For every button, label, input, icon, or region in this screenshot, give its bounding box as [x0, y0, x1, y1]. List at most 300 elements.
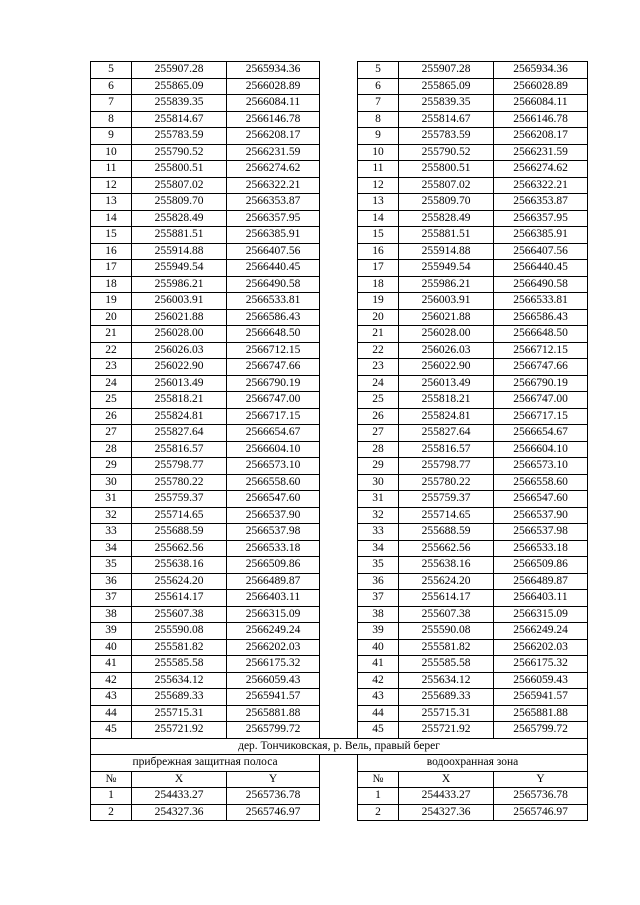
right-point-number: 42	[358, 672, 399, 689]
left-coord-x: 256003.91	[132, 293, 227, 310]
left-point-number: 38	[91, 606, 132, 623]
column-gap	[320, 771, 358, 788]
left-coord-x: 255590.08	[132, 623, 227, 640]
column-gap	[320, 755, 358, 772]
right-coord-y: 2566747.00	[494, 392, 588, 409]
right-point-number: 16	[358, 243, 399, 260]
right-coord-x: 255949.54	[399, 260, 494, 277]
right-coord-x: 255807.02	[399, 177, 494, 194]
left-coord-y: 2565881.88	[227, 705, 320, 722]
left-section-heading: прибрежная защитная полоса	[91, 755, 320, 772]
right-coord-y: 2566717.15	[494, 408, 588, 425]
table-row	[91, 722, 588, 739]
table-row	[91, 326, 588, 343]
right-coord-y: 2566385.91	[494, 227, 588, 244]
right-coord-x: 255827.64	[399, 425, 494, 442]
section-title: дер. Тончиковская, р. Вель, правый берег	[91, 738, 588, 755]
right-coord-x: 255590.08	[399, 623, 494, 640]
column-gap	[320, 194, 358, 211]
left-coord-y: 2566790.19	[227, 375, 320, 392]
left-coord-y: 2566084.11	[227, 95, 320, 112]
left-point-number: 1	[91, 788, 132, 805]
right-point-number: 8	[358, 111, 399, 128]
left-point-number: 28	[91, 441, 132, 458]
table-row	[91, 408, 588, 425]
column-gap	[320, 689, 358, 706]
right-point-number: 13	[358, 194, 399, 211]
right-point-number: 39	[358, 623, 399, 640]
left-point-number: 37	[91, 590, 132, 607]
left-coord-x: 255581.82	[132, 639, 227, 656]
left-coord-x: 256013.49	[132, 375, 227, 392]
left-point-number: 14	[91, 210, 132, 227]
right-point-number: 31	[358, 491, 399, 508]
column-gap	[320, 227, 358, 244]
left-coord-y: 2566712.15	[227, 342, 320, 359]
column-gap	[320, 111, 358, 128]
left-coord-y: 2566489.87	[227, 573, 320, 590]
left-coord-y: 2566558.60	[227, 474, 320, 491]
right-coord-y: 2566537.98	[494, 524, 588, 541]
left-point-number: 10	[91, 144, 132, 161]
left-point-number: 42	[91, 672, 132, 689]
right-coord-x: 255818.21	[399, 392, 494, 409]
left-point-number: 31	[91, 491, 132, 508]
left-point-number: 9	[91, 128, 132, 145]
right-coord-x: 255839.35	[399, 95, 494, 112]
right-coord-x: 255689.33	[399, 689, 494, 706]
right-coord-y: 2565736.78	[494, 788, 588, 805]
table-row	[91, 78, 588, 95]
right-point-number: 14	[358, 210, 399, 227]
right-coord-y: 2565746.97	[494, 804, 588, 821]
column-gap	[320, 656, 358, 673]
left-coord-y: 2566315.09	[227, 606, 320, 623]
right-coord-x: 255721.92	[399, 722, 494, 739]
right-coord-y: 2566403.11	[494, 590, 588, 607]
left-coord-y: 2566357.95	[227, 210, 320, 227]
right-point-number: 26	[358, 408, 399, 425]
left-point-number: 25	[91, 392, 132, 409]
left-point-number: 26	[91, 408, 132, 425]
table-row	[91, 540, 588, 557]
table-row	[91, 111, 588, 128]
right-coord-x: 255715.31	[399, 705, 494, 722]
left-coord-y: 2565746.97	[227, 804, 320, 821]
right-coord-x: 255585.58	[399, 656, 494, 673]
right-coord-x: 255714.65	[399, 507, 494, 524]
right-coord-x: 254327.36	[399, 804, 494, 821]
left-coord-y: 2566440.45	[227, 260, 320, 277]
right-point-number: 10	[358, 144, 399, 161]
left-coord-x: 255721.92	[132, 722, 227, 739]
left-point-number: 18	[91, 276, 132, 293]
section-heading-row	[91, 755, 588, 772]
right-coord-x: 254433.27	[399, 788, 494, 805]
right-coord-y: 2566202.03	[494, 639, 588, 656]
right-point-number: 45	[358, 722, 399, 739]
column-gap	[320, 144, 358, 161]
column-gap	[320, 309, 358, 326]
right-coord-x: 255662.56	[399, 540, 494, 557]
left-point-number: 36	[91, 573, 132, 590]
right-point-number: 9	[358, 128, 399, 145]
left-coord-x: 255881.51	[132, 227, 227, 244]
left-coord-x: 255614.17	[132, 590, 227, 607]
column-gap	[320, 458, 358, 475]
right-coord-y: 2565881.88	[494, 705, 588, 722]
right-coord-y: 2566558.60	[494, 474, 588, 491]
table-row	[91, 804, 588, 821]
table-row	[91, 177, 588, 194]
left-coord-y: 2566509.86	[227, 557, 320, 574]
right-coord-y: 2566208.17	[494, 128, 588, 145]
right-section-heading: водоохранная зона	[358, 755, 588, 772]
right-coord-x: 255809.70	[399, 194, 494, 211]
right-coord-y: 2566028.89	[494, 78, 588, 95]
right-coord-x: 255986.21	[399, 276, 494, 293]
left-point-number: 2	[91, 804, 132, 821]
table-row	[91, 557, 588, 574]
right-coord-y: 2566084.11	[494, 95, 588, 112]
column-gap	[320, 573, 358, 590]
right-coord-y: 2566274.62	[494, 161, 588, 178]
column-gap	[320, 722, 358, 739]
coordinates-table	[90, 61, 588, 821]
column-gap	[320, 474, 358, 491]
left-coord-x: 255638.16	[132, 557, 227, 574]
left-coord-x: 255715.31	[132, 705, 227, 722]
right-coord-x: 255581.82	[399, 639, 494, 656]
left-coord-x: 255662.56	[132, 540, 227, 557]
right-coord-y: 2566654.67	[494, 425, 588, 442]
left-point-number: 44	[91, 705, 132, 722]
left-point-number: 32	[91, 507, 132, 524]
right-point-number: 15	[358, 227, 399, 244]
right-coord-y: 2566509.86	[494, 557, 588, 574]
right-coord-y: 2566533.18	[494, 540, 588, 557]
column-gap	[320, 540, 358, 557]
left-coord-x: 255814.67	[132, 111, 227, 128]
right-coord-y: 2566712.15	[494, 342, 588, 359]
left-point-number: 7	[91, 95, 132, 112]
left-coord-x: 254433.27	[132, 788, 227, 805]
column-gap	[320, 705, 358, 722]
column-gap	[320, 672, 358, 689]
left-coord-y: 2566717.15	[227, 408, 320, 425]
right-coord-x: 255624.20	[399, 573, 494, 590]
left-coord-y: 2566249.24	[227, 623, 320, 640]
right-point-number: 41	[358, 656, 399, 673]
right-point-number: 38	[358, 606, 399, 623]
right-header-y: Y	[494, 771, 588, 788]
table-row	[91, 606, 588, 623]
right-point-number: 11	[358, 161, 399, 178]
left-point-number: 33	[91, 524, 132, 541]
right-coord-x: 255798.77	[399, 458, 494, 475]
right-point-number: 7	[358, 95, 399, 112]
left-point-number: 30	[91, 474, 132, 491]
column-gap	[320, 210, 358, 227]
right-coord-y: 2566322.21	[494, 177, 588, 194]
right-coord-x: 255824.81	[399, 408, 494, 425]
left-coord-y: 2566322.21	[227, 177, 320, 194]
right-coord-y: 2566533.81	[494, 293, 588, 310]
right-coord-y: 2566648.50	[494, 326, 588, 343]
right-coord-x: 255814.67	[399, 111, 494, 128]
left-coord-y: 2566586.43	[227, 309, 320, 326]
column-gap	[320, 78, 358, 95]
table-row	[91, 788, 588, 805]
left-coord-y: 2566274.62	[227, 161, 320, 178]
left-point-number: 12	[91, 177, 132, 194]
table-row	[91, 623, 588, 640]
left-coord-x: 256021.88	[132, 309, 227, 326]
right-point-number: 21	[358, 326, 399, 343]
left-point-number: 19	[91, 293, 132, 310]
right-point-number: 34	[358, 540, 399, 557]
left-point-number: 17	[91, 260, 132, 277]
left-coord-x: 255986.21	[132, 276, 227, 293]
table-row	[91, 425, 588, 442]
left-point-number: 8	[91, 111, 132, 128]
right-point-number: 20	[358, 309, 399, 326]
right-coord-x: 255865.09	[399, 78, 494, 95]
right-point-number: 12	[358, 177, 399, 194]
table-row	[91, 95, 588, 112]
right-coord-y: 2566573.10	[494, 458, 588, 475]
column-gap	[320, 639, 358, 656]
column-gap	[320, 788, 358, 805]
right-coord-y: 2566231.59	[494, 144, 588, 161]
left-coord-x: 255714.65	[132, 507, 227, 524]
left-point-number: 43	[91, 689, 132, 706]
left-point-number: 20	[91, 309, 132, 326]
right-coord-y: 2566604.10	[494, 441, 588, 458]
right-coord-y: 2565799.72	[494, 722, 588, 739]
column-gap	[320, 392, 358, 409]
table-row	[91, 243, 588, 260]
left-point-number: 21	[91, 326, 132, 343]
right-coord-x: 255914.88	[399, 243, 494, 260]
left-coord-x: 255759.37	[132, 491, 227, 508]
right-point-number: 36	[358, 573, 399, 590]
left-point-number: 29	[91, 458, 132, 475]
table-row	[91, 474, 588, 491]
section-block	[91, 738, 588, 788]
left-coord-y: 2566533.18	[227, 540, 320, 557]
right-coord-y: 2566490.58	[494, 276, 588, 293]
left-point-number: 45	[91, 722, 132, 739]
table-row	[91, 507, 588, 524]
right-coord-y: 2566537.90	[494, 507, 588, 524]
left-point-number: 6	[91, 78, 132, 95]
left-coord-y: 2566573.10	[227, 458, 320, 475]
left-coord-y: 2566604.10	[227, 441, 320, 458]
right-coord-y: 2566059.43	[494, 672, 588, 689]
right-coord-y: 2566315.09	[494, 606, 588, 623]
left-point-number: 35	[91, 557, 132, 574]
right-coord-y: 2566353.87	[494, 194, 588, 211]
right-point-number: 6	[358, 78, 399, 95]
left-coord-y: 2566747.00	[227, 392, 320, 409]
column-gap	[320, 62, 358, 79]
left-coord-x: 255624.20	[132, 573, 227, 590]
left-coord-x: 255798.77	[132, 458, 227, 475]
section-table-body	[91, 788, 588, 821]
right-coord-x: 255614.17	[399, 590, 494, 607]
left-header-number: №	[91, 771, 132, 788]
right-coord-x: 255783.59	[399, 128, 494, 145]
left-point-number: 13	[91, 194, 132, 211]
right-point-number: 35	[358, 557, 399, 574]
right-coord-y: 2566547.60	[494, 491, 588, 508]
right-coord-x: 255688.59	[399, 524, 494, 541]
left-coord-x: 255780.22	[132, 474, 227, 491]
left-coord-y: 2566208.17	[227, 128, 320, 145]
left-point-number: 5	[91, 62, 132, 79]
right-coord-y: 2566440.45	[494, 260, 588, 277]
right-point-number: 23	[358, 359, 399, 376]
left-point-number: 23	[91, 359, 132, 376]
left-coord-y: 2566175.32	[227, 656, 320, 673]
left-point-number: 40	[91, 639, 132, 656]
table-row	[91, 656, 588, 673]
right-point-number: 33	[358, 524, 399, 541]
table-row	[91, 392, 588, 409]
column-gap	[320, 128, 358, 145]
left-coord-x: 255824.81	[132, 408, 227, 425]
right-coord-x: 255907.28	[399, 62, 494, 79]
left-coord-x: 255839.35	[132, 95, 227, 112]
column-gap	[320, 425, 358, 442]
column-gap	[320, 623, 358, 640]
left-coord-y: 2565941.57	[227, 689, 320, 706]
left-coord-y: 2565934.36	[227, 62, 320, 79]
table-row	[91, 227, 588, 244]
right-coord-y: 2566249.24	[494, 623, 588, 640]
right-point-number: 5	[358, 62, 399, 79]
column-gap	[320, 408, 358, 425]
column-gap	[320, 293, 358, 310]
left-coord-x: 255949.54	[132, 260, 227, 277]
column-gap	[320, 276, 358, 293]
right-point-number: 18	[358, 276, 399, 293]
table-row	[91, 458, 588, 475]
left-coord-x: 255827.64	[132, 425, 227, 442]
left-point-number: 11	[91, 161, 132, 178]
table-row	[91, 342, 588, 359]
left-point-number: 39	[91, 623, 132, 640]
left-coord-x: 255818.21	[132, 392, 227, 409]
column-gap	[320, 804, 358, 821]
left-coord-y: 2566353.87	[227, 194, 320, 211]
column-gap	[320, 606, 358, 623]
right-coord-x: 255881.51	[399, 227, 494, 244]
column-gap	[320, 590, 358, 607]
left-point-number: 41	[91, 656, 132, 673]
table-row	[91, 524, 588, 541]
right-coord-y: 2566175.32	[494, 656, 588, 673]
right-point-number: 32	[358, 507, 399, 524]
column-gap	[320, 524, 358, 541]
left-coord-x: 255800.51	[132, 161, 227, 178]
left-coord-x: 255807.02	[132, 177, 227, 194]
column-gap	[320, 326, 358, 343]
table-row	[91, 639, 588, 656]
left-coord-y: 2566202.03	[227, 639, 320, 656]
right-coord-x: 255828.49	[399, 210, 494, 227]
left-point-number: 22	[91, 342, 132, 359]
left-coord-x: 255585.58	[132, 656, 227, 673]
right-point-number: 22	[358, 342, 399, 359]
left-coord-y: 2566547.60	[227, 491, 320, 508]
table-row	[91, 309, 588, 326]
right-coord-x: 255790.52	[399, 144, 494, 161]
right-point-number: 37	[358, 590, 399, 607]
left-coord-y: 2566231.59	[227, 144, 320, 161]
right-header-number: №	[358, 771, 399, 788]
table-row	[91, 293, 588, 310]
right-coord-x: 256028.00	[399, 326, 494, 343]
left-coord-x: 255914.88	[132, 243, 227, 260]
right-coord-y: 2565934.36	[494, 62, 588, 79]
right-coord-x: 255634.12	[399, 672, 494, 689]
left-coord-x: 256028.00	[132, 326, 227, 343]
right-point-number: 29	[358, 458, 399, 475]
section-title-row	[91, 738, 588, 755]
table-row	[91, 672, 588, 689]
left-coord-y: 2566490.58	[227, 276, 320, 293]
table-row	[91, 573, 588, 590]
table-row	[91, 210, 588, 227]
table-row	[91, 194, 588, 211]
left-coord-y: 2566059.43	[227, 672, 320, 689]
right-point-number: 19	[358, 293, 399, 310]
left-coord-y: 2566747.66	[227, 359, 320, 376]
right-point-number: 25	[358, 392, 399, 409]
left-coord-y: 2566028.89	[227, 78, 320, 95]
left-point-number: 15	[91, 227, 132, 244]
right-coord-y: 2566790.19	[494, 375, 588, 392]
left-coord-x: 255865.09	[132, 78, 227, 95]
left-coord-y: 2566533.81	[227, 293, 320, 310]
right-coord-x: 255607.38	[399, 606, 494, 623]
column-gap	[320, 359, 358, 376]
right-coord-x: 256022.90	[399, 359, 494, 376]
left-coord-y: 2566407.56	[227, 243, 320, 260]
right-point-number: 24	[358, 375, 399, 392]
column-header-row	[91, 771, 588, 788]
right-point-number: 40	[358, 639, 399, 656]
column-gap	[320, 243, 358, 260]
left-point-number: 34	[91, 540, 132, 557]
right-point-number: 43	[358, 689, 399, 706]
left-coord-x: 255809.70	[132, 194, 227, 211]
right-point-number: 1	[358, 788, 399, 805]
table-row	[91, 590, 588, 607]
left-coord-y: 2566537.90	[227, 507, 320, 524]
left-coord-x: 255688.59	[132, 524, 227, 541]
left-header-x: X	[132, 771, 227, 788]
right-coord-y: 2566407.56	[494, 243, 588, 260]
left-coord-x: 255634.12	[132, 672, 227, 689]
left-coord-x: 254327.36	[132, 804, 227, 821]
left-coord-y: 2565799.72	[227, 722, 320, 739]
column-gap	[320, 342, 358, 359]
left-coord-x: 255783.59	[132, 128, 227, 145]
right-coord-y: 2566146.78	[494, 111, 588, 128]
